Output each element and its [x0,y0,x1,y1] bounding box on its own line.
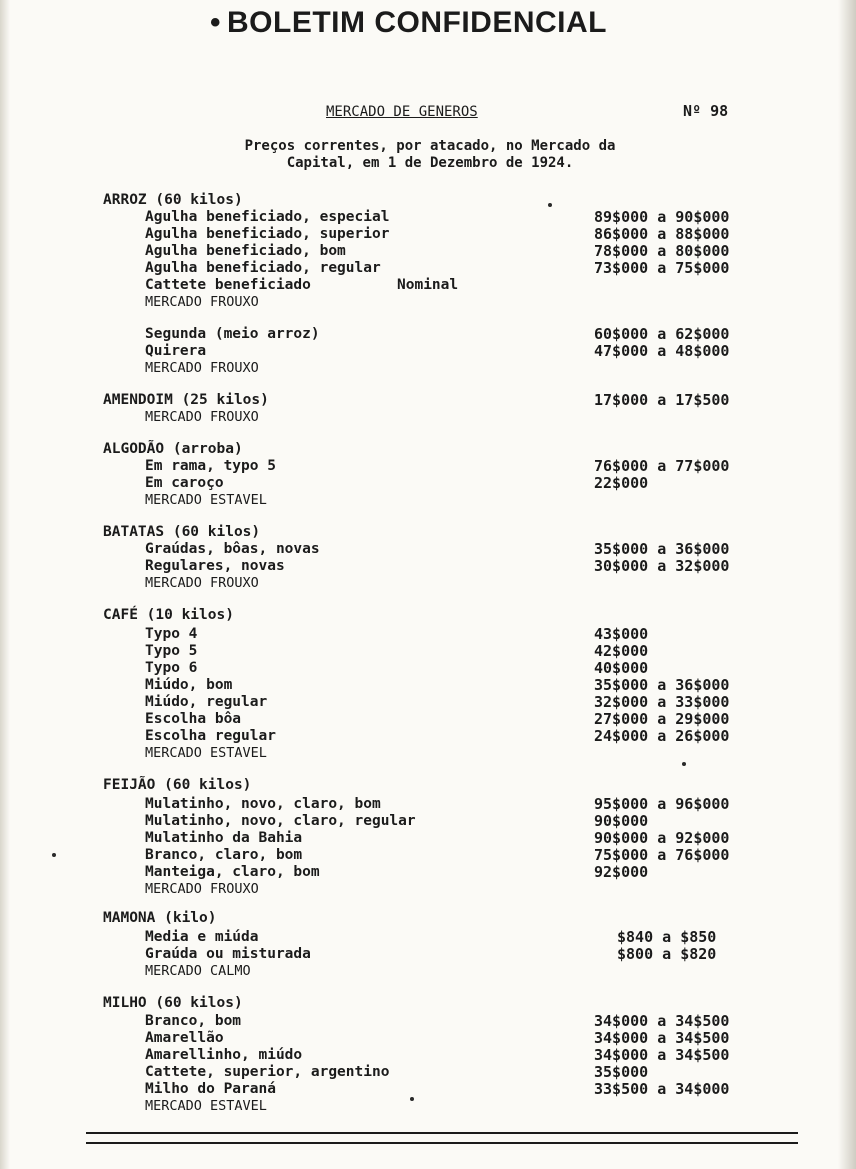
bulletin-title: BOLETIM CONFIDENCIAL [227,6,607,39]
price-range: 60$000 a 62$000 [594,325,730,343]
price-range: 76$000 a 77$000 [594,457,730,475]
market-status: MERCADO FROUXO [145,575,259,591]
item-name: Escolha regular [145,728,276,744]
price-range: 34$000 a 34$500 [594,1029,730,1047]
category-header: AMENDOIM (25 kilos) [103,392,269,408]
item-name: Milho do Paraná [145,1081,276,1097]
price-range: 24$000 a 26$000 [594,727,730,745]
ink-speck [548,203,552,207]
item-name: Mulatinho, novo, claro, bom [145,796,381,812]
section-title: MERCADO DE GENEROS [326,104,478,120]
price-range: 34$000 a 34$500 [594,1046,730,1064]
item-name: Em caroço [145,475,224,491]
category-header: MAMONA (kilo) [103,910,217,926]
market-status: MERCADO ESTAVEL [145,1098,267,1114]
item-name: Agulha beneficiado, bom [145,243,346,259]
price-range: 34$000 a 34$500 [594,1012,730,1030]
item-name: Manteiga, claro, bom [145,864,320,880]
price-range: 17$000 a 17$500 [594,391,730,409]
category-header: CAFÉ (10 kilos) [103,607,234,623]
price-range: 32$000 a 33$000 [594,693,730,711]
item-name: Media e miúda [145,929,259,945]
price-range: 30$000 a 32$000 [594,557,730,575]
item-name: Em rama, typo 5 [145,458,276,474]
price-range: 27$000 a 29$000 [594,710,730,728]
item-name: Miúdo, bom [145,677,233,693]
market-status: MERCADO ESTAVEL [145,492,267,508]
price-range: 40$000 [594,659,649,677]
footer-rule-bottom [86,1142,798,1144]
item-name: Mulatinho, novo, claro, regular [145,813,416,829]
price-range: 75$000 a 76$000 [594,846,730,864]
price-range: 92$000 [594,863,649,881]
market-status: MERCADO FROUXO [145,294,259,310]
category-header: ARROZ (60 kilos) [103,192,243,208]
item-name: Branco, bom [145,1013,242,1029]
category-header: FEIJÃO (60 kilos) [103,777,252,793]
price-range: 78$000 a 80$000 [594,242,730,260]
item-name: Escolha bôa [145,711,242,727]
price-range: 86$000 a 88$000 [594,225,730,243]
item-name: Agulha beneficiado, especial [145,209,390,225]
price-range: 73$000 a 75$000 [594,259,730,277]
market-status: MERCADO FROUXO [145,409,259,425]
ink-speck [52,853,56,857]
item-name: Branco, claro, bom [145,847,303,863]
item-name: Cattete beneficiado Nominal [145,277,459,293]
item-name: Agulha beneficiado, superior [145,226,390,242]
item-name: Typo 4 [145,626,198,642]
price-range: 43$000 [594,625,649,643]
item-name: Cattete, superior, argentino [145,1064,390,1080]
item-name: Segunda (meio arroz) [145,326,320,342]
price-range: 95$000 a 96$000 [594,795,730,813]
item-name: Mulatinho da Bahia [145,830,303,846]
price-range: $840 a $850 [617,928,717,946]
bullet-mark: • [210,6,222,39]
price-range: 42$000 [594,642,649,660]
price-range: 35$000 a 36$000 [594,676,730,694]
subtitle-line-2: Capital, em 1 de Dezembro de 1924. [286,155,574,171]
market-status: MERCADO ESTAVEL [145,745,267,761]
price-range: 35$000 a 36$000 [594,540,730,558]
item-name: Quirera [145,343,207,359]
item-name: Typo 5 [145,643,198,659]
price-note: Nominal [397,277,459,293]
category-header: BATATAS (60 kilos) [103,524,261,540]
item-name: Graúdas, bôas, novas [145,541,320,557]
item-name: Typo 6 [145,660,198,676]
price-range: 35$000 [594,1063,649,1081]
price-range: 89$000 a 90$000 [594,208,730,226]
item-name: Amarellão [145,1030,224,1046]
category-header: MILHO (60 kilos) [103,995,243,1011]
price-range: 33$500 a 34$000 [594,1080,730,1098]
price-range: 47$000 a 48$000 [594,342,730,360]
price-range: 90$000 [594,812,649,830]
item-name: Agulha beneficiado, regular [145,260,381,276]
category-header: ALGODÃO (arroba) [103,441,243,457]
market-status: MERCADO FROUXO [145,360,259,376]
price-range: 22$000 [594,474,649,492]
market-status: MERCADO FROUXO [145,881,259,897]
footer-rule-top [86,1132,798,1134]
ink-speck [682,762,686,766]
market-status: MERCADO CALMO [145,963,251,979]
item-name: Regulares, novas [145,558,285,574]
item-name: Miúdo, regular [145,694,268,710]
ink-speck [410,1097,414,1101]
price-range: $800 a $820 [617,945,717,963]
price-range: 90$000 a 92$000 [594,829,730,847]
bulletin-number: Nº 98 [683,102,729,120]
item-name: Graúda ou misturada [145,946,311,962]
subtitle-line-1: Preços correntes, por atacado, no Mercado da [244,138,616,154]
item-name: Amarellinho, miúdo [145,1047,303,1063]
